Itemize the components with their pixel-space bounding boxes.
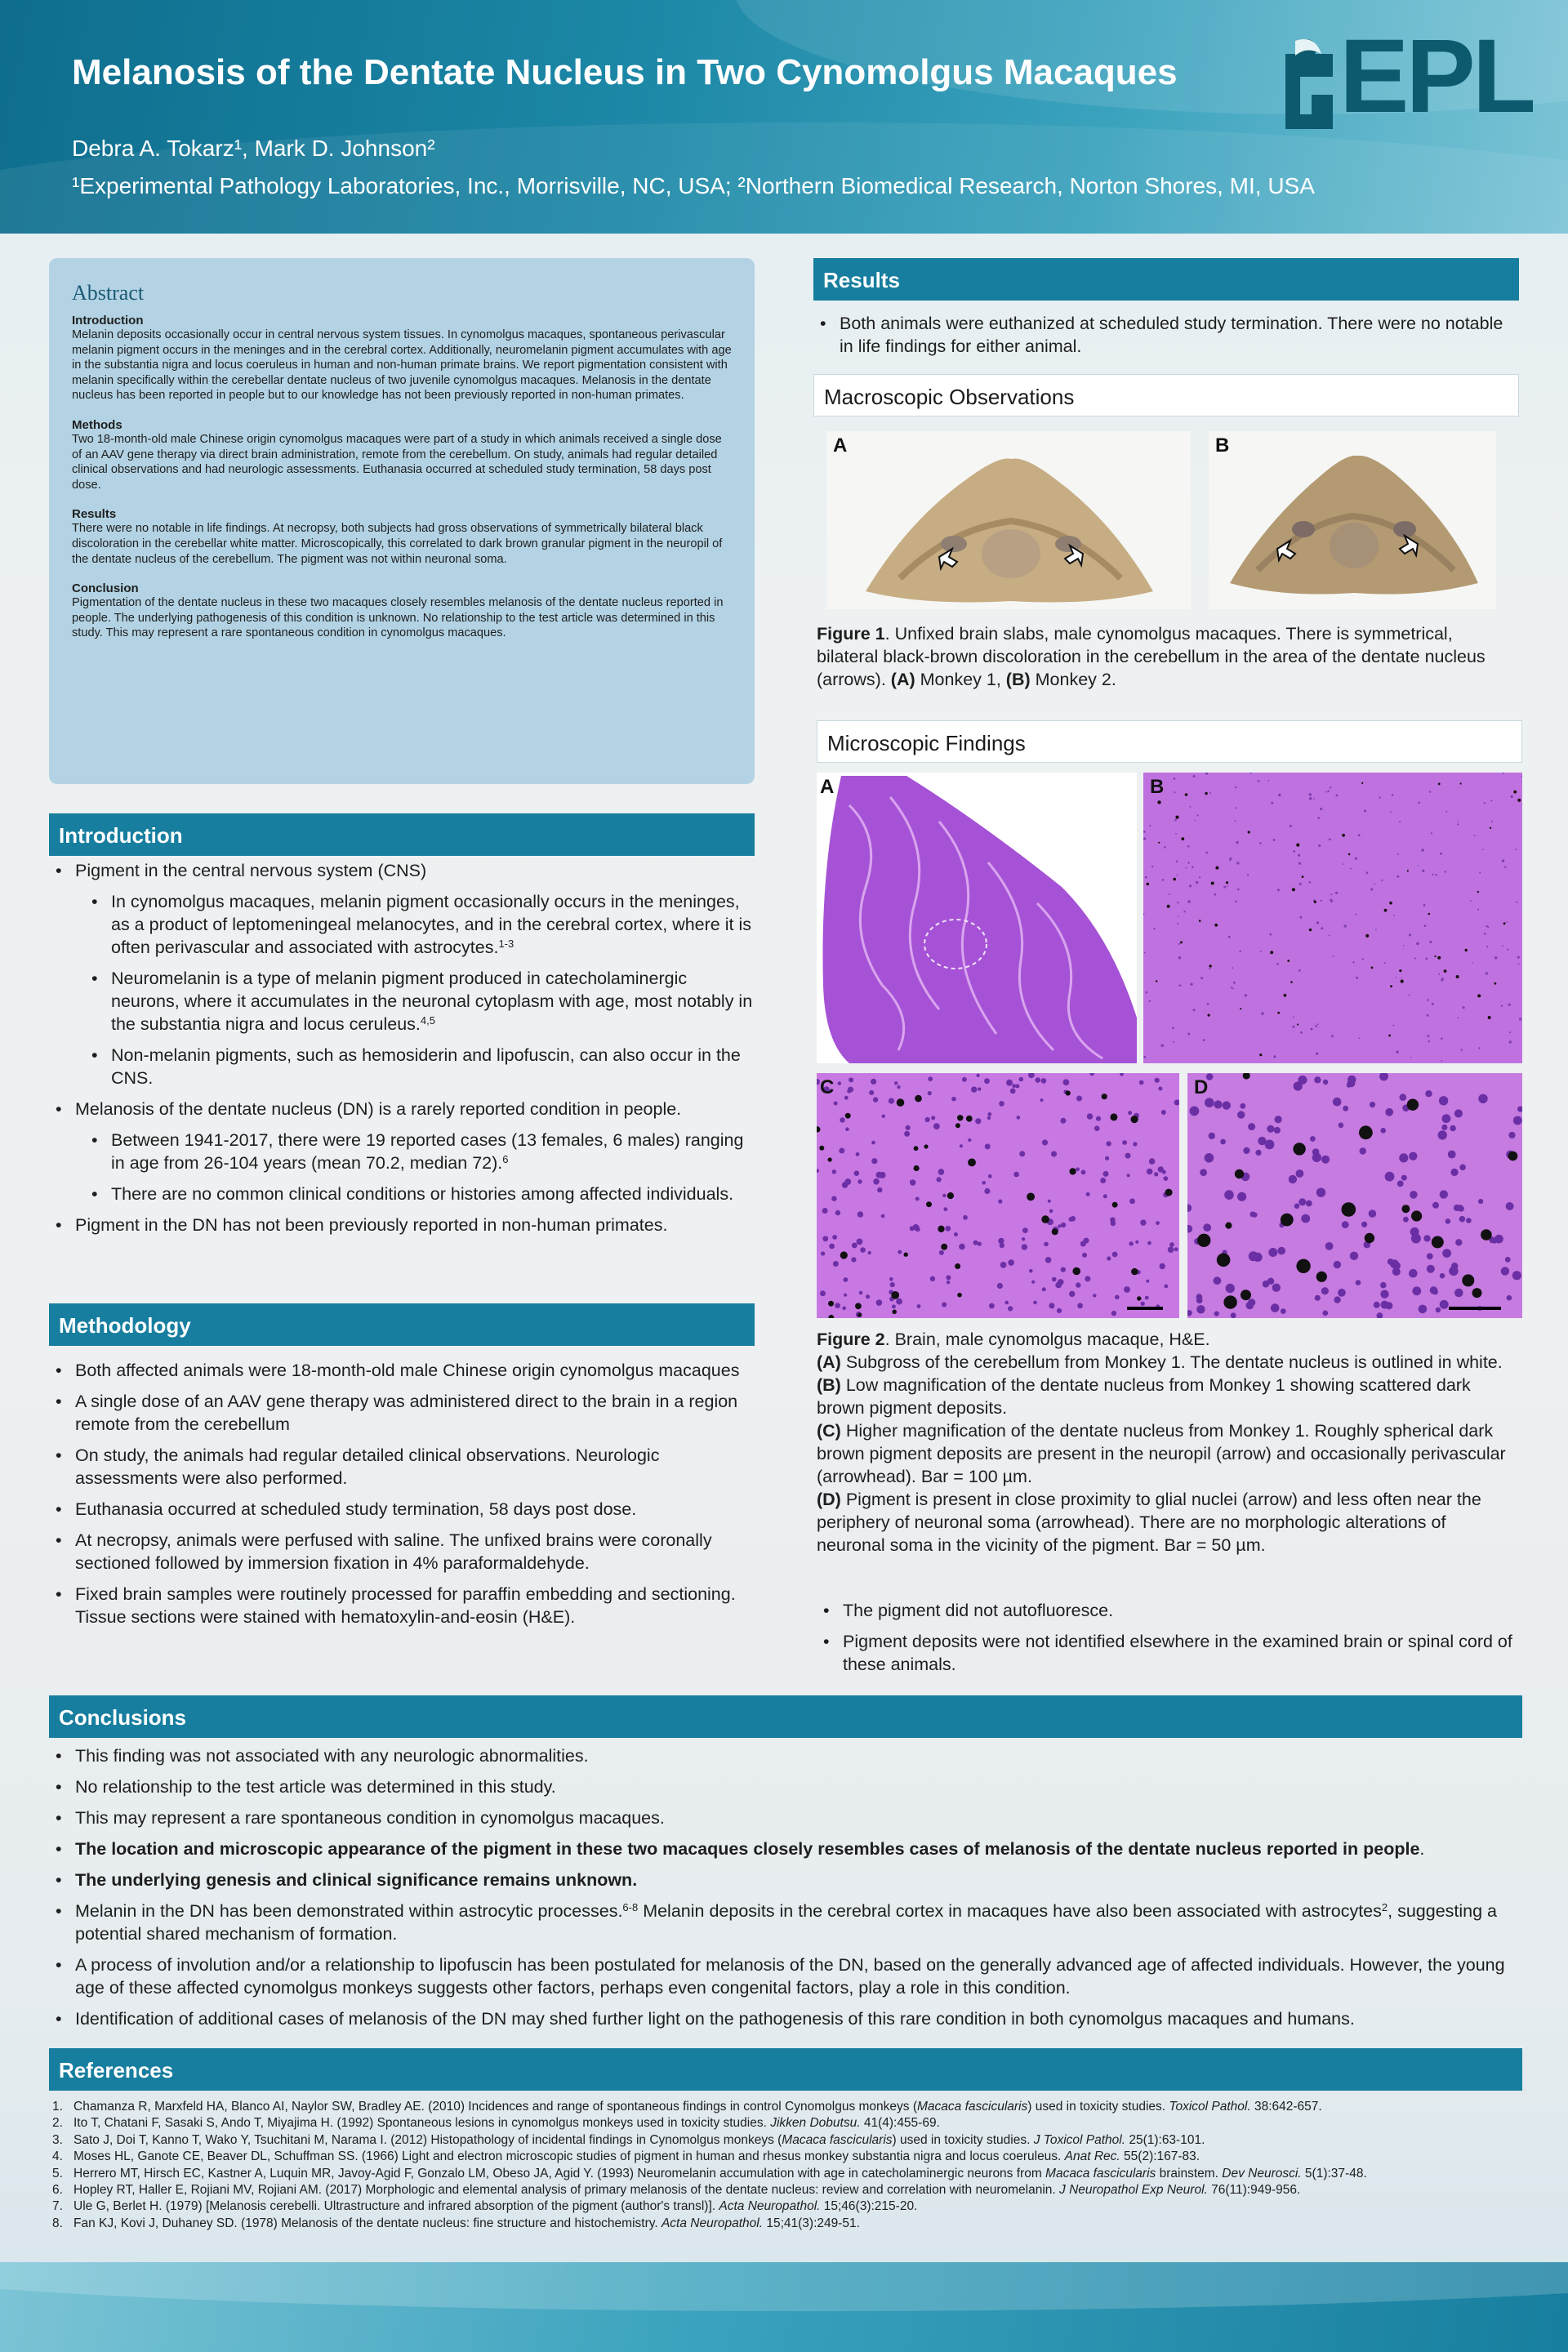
reference-text: 76(11):949-956.: [1207, 2183, 1301, 2198]
poster-affiliations: ¹Experimental Pathology Laboratories, Inc., Morrisville, NC, USA; ²Northern Biomedical Research, Norton Shores, MI, USA: [72, 173, 1315, 198]
caption-text: . Unfixed brain slabs, male cynomolgus macaques. There is symmetrical, bilateral black-brown discoloration in the cerebellum in the area of the dentate nucleus (arrows).: [817, 624, 1486, 689]
reference-italic: Macaca fascicularis: [1045, 2166, 1156, 2180]
reference-number: 8.: [52, 2216, 63, 2230]
reference-text: 25(1):63-101.: [1125, 2132, 1205, 2147]
abstract-section-heading: Methods: [72, 417, 122, 432]
references-header: References: [49, 2048, 1522, 2091]
logo-text: EPL: [1339, 18, 1533, 135]
results-header: Results: [813, 258, 1519, 301]
caption-label: Figure 1: [817, 624, 885, 644]
figure-1b-image: [1209, 431, 1496, 609]
caption-part-label: (B): [817, 1375, 841, 1395]
brain-slab-icon: [1209, 431, 1496, 609]
citation-superscript: 2: [1381, 1901, 1388, 1913]
abstract-title: Abstract: [72, 281, 145, 305]
list-item: • At necropsy, animals were perfused with saline. The unfixed brains were coronally sectioned followed by immersion fixation in 4% paraformaldehyde.: [49, 1529, 755, 1575]
reference-number: 2.: [52, 2116, 63, 2131]
list-item-text: Melanin in the DN has been demonstrated within astrocytic processes.: [75, 1901, 623, 1921]
list-item-text: The underlying genesis and clinical significance remains unknown.: [75, 1870, 638, 1890]
reference-item: [52, 2099, 1522, 2115]
reference-text: 15;46(3):215-20.: [820, 2199, 918, 2214]
citation-superscript: 1-3: [498, 938, 514, 950]
list-item: [49, 859, 755, 882]
caption-part: [817, 1419, 1519, 1488]
cerebellum-section-icon: [817, 773, 1137, 1063]
abstract-section-text: There were no notable in life findings. At necropsy, both subjects had gross observations of symmetrically bilateral black discoloration in the cerebellar white matter. Microscopically, this correlated to dark brown granular pigment in the neuropil of the dentate nucleus of the cerebellum. The pigment was not within neuronal soma.: [72, 522, 723, 566]
reference-italic: Dev Neurosci.: [1222, 2166, 1302, 2180]
list-item-text: The location and microscopic appearance of the pigment in these two macaques closely resembles cases of melanosis of the dentate nucleus reported in people: [75, 1839, 1420, 1859]
list-item: • Pigment deposits were not identified elsewhere in the examined brain or spinal cord of these animals.: [817, 1630, 1519, 1676]
reference-text: ) used in toxicity studies.: [1027, 2100, 1169, 2114]
pigment-deposits-icon: [1143, 773, 1522, 1063]
reference-item: [52, 2198, 1522, 2215]
abstract-section-heading: Conclusion: [72, 581, 139, 596]
list-item: [49, 1214, 755, 1236]
caption-text: Pigment is present in close proximity to glial nuclei (arrow) and less often near the periphery of neuronal soma (arrowhead). There are no morphologic alterations of neuronal soma in the vicinity of the pigment. Bar = 50 µm.: [817, 1490, 1481, 1555]
citation-superscript: 6-8: [622, 1901, 639, 1913]
reference-italic: J Toxicol Pathol.: [1033, 2132, 1126, 2147]
list-item-text: Identification of additional cases of melanosis of the DN may shed further light on the pathogenesis of this rare condition in both cynomolgus macaques and humans.: [75, 2009, 1355, 2029]
caption-part-label: (D): [817, 1490, 841, 1509]
references-list: [52, 2099, 1522, 2232]
caption-part: [817, 1374, 1519, 1419]
caption-text: Low magnification of the dentate nucleus from Monkey 1 showing scattered dark brown pigment deposits.: [817, 1375, 1471, 1418]
reference-item: [52, 2132, 1522, 2149]
poster-title: Melanosis of the Dentate Nucleus in Two Cynomolgus Macaques: [72, 52, 1178, 92]
introduction-list: [49, 859, 755, 1245]
figure-2-letter-b: B: [1150, 776, 1165, 798]
list-item: [49, 1953, 1522, 1999]
figure-1-letter-b: B: [1215, 434, 1230, 457]
figure-2c-image: [817, 1073, 1179, 1318]
list-item: [49, 890, 755, 959]
list-item: [49, 1900, 1522, 1945]
glial-pigment-icon: [1187, 1073, 1522, 1318]
list-item: • Euthanasia occurred at scheduled study termination, 58 days post dose.: [49, 1498, 755, 1521]
poster-footer: [0, 2262, 1568, 2352]
reference-italic: Macaca fascicularis: [782, 2132, 893, 2147]
list-item: • The pigment did not autofluoresce.: [817, 1599, 1519, 1622]
caption-text: Subgross of the cerebellum from Monkey 1. The dentate nucleus is outlined in white.: [840, 1352, 1503, 1372]
reference-text: 41(4):455-69.: [860, 2116, 940, 2131]
list-item-text: There are no common clinical conditions or histories among affected individuals.: [111, 1184, 734, 1204]
caption-text: Monkey 2.: [1030, 670, 1116, 689]
reference-text: Herrero MT, Hirsch EC, Kastner A, Luquin MR, Javoy-Agid F, Gonzalo LM, Obeso JA, Agid Y. (1993) Neuromelanin accumulation with age in catecholaminergic neurons from: [74, 2166, 1046, 2180]
figure-2a-image: [817, 773, 1137, 1063]
reference-text: Hopley RT, Haller E, Rojiani MV, Rojiani AM. (2017) Morphologic and elemental analysis of primary melanosis of the dentate nucleus: review and correlation with neuromelanin.: [74, 2183, 1060, 2198]
list-item: • Fixed brain samples were routinely processed for paraffin embedding and sectioning. Tissue sections were stained with hematoxylin-and-eosin (H&E).: [49, 1583, 755, 1628]
caption-text: . Brain, male cynomolgus macaque, H&E.: [884, 1330, 1210, 1349]
figure-1-letter-a: A: [833, 434, 848, 457]
abstract-box: [49, 258, 755, 784]
figure-2-letter-c: C: [820, 1076, 835, 1098]
figure-1a-image: [826, 431, 1191, 609]
list-item-text: Melanin deposits in the cerebral cortex in macaques have also been associated with astrocytes: [638, 1901, 1382, 1921]
list-item: • On study, the animals had regular detailed clinical observations. Neurologic assessments were also performed.: [49, 1444, 755, 1490]
list-item: [49, 1044, 755, 1089]
reference-italic: J Neuropathol Exp Neurol.: [1059, 2183, 1208, 2198]
introduction-header: Introduction: [49, 813, 755, 856]
reference-number: 5.: [52, 2166, 63, 2180]
list-item: • A single dose of an AAV gene therapy was administered direct to the brain in a region remote from the cerebellum: [49, 1390, 755, 1436]
figure-1-caption: [817, 622, 1516, 691]
caption-part: [817, 1351, 1519, 1374]
list-item: • Both animals were euthanized at scheduled study termination. There were no notable in life findings for either animal.: [813, 312, 1519, 358]
brain-slab-icon: [826, 431, 1191, 609]
reference-text: Sato J, Doi T, Kanno T, Wako Y, Tsuchitani M, Narama I. (2012) Histopathology of incidental findings in Cynomolgus monkeys (: [74, 2132, 782, 2147]
reference-text: 5(1):37-48.: [1301, 2166, 1367, 2180]
abstract-section-heading: Introduction: [72, 314, 144, 327]
reference-text: ) used in toxicity studies.: [892, 2132, 1034, 2147]
list-item: • Both affected animals were 18-month-old male Chinese origin cynomolgus macaques: [49, 1359, 755, 1382]
caption-part: [817, 1488, 1519, 1557]
caption-part-label: (C): [817, 1421, 841, 1441]
figure-2d-image: [1187, 1073, 1522, 1318]
citation-superscript: 4,5: [420, 1014, 435, 1027]
list-item-text: This finding was not associated with any neurologic abnormalities.: [75, 1746, 589, 1766]
reference-text: brainstem.: [1156, 2166, 1223, 2180]
list-item: [49, 1129, 755, 1174]
microscopic-header: Microscopic Findings: [817, 720, 1522, 763]
list-item-text: No relationship to the test article was determined in this study.: [75, 1777, 556, 1797]
reference-italic: Jikken Dobutsu.: [770, 2116, 861, 2131]
results-intro-list: [813, 312, 1519, 366]
list-item: [49, 1775, 1522, 1798]
reference-text: Fan KJ, Kovi J, Duhaney SD. (1978) Melanosis of the dentate nucleus: fine structure and histochemistry.: [74, 2216, 662, 2230]
reference-item: [52, 2166, 1522, 2182]
reference-item: [52, 2216, 1522, 2232]
reference-text: Ito T, Chatani F, Sasaki S, Ando T, Miyajima H. (1992) Spontaneous lesions in cynomolgus monkeys used in toxicity studies.: [74, 2116, 771, 2131]
caption-text: Higher magnification of the dentate nucleus from Monkey 1. Roughly spherical dark brown pigment deposits are present in the neuropil (arrow) and occasionally perivascular (arrowhead). Bar = 100 µm.: [817, 1421, 1506, 1486]
methodology-list: [49, 1359, 755, 1637]
reference-text: Ule G, Berlet H. (1979) [Melanosis cerebelli. Ultrastructure and infrared absorption of the pigment (author's transl)].: [74, 2199, 719, 2214]
reference-italic: Acta Neuropathol.: [719, 2199, 821, 2214]
figure-2-letter-d: D: [1194, 1076, 1209, 1098]
citation-superscript: 6: [502, 1153, 509, 1165]
list-item-text: Melanosis of the dentate nucleus (DN) is a rarely reported condition in people.: [75, 1099, 682, 1119]
list-item-text: A process of involution and/or a relationship to lipofuscin has been postulated for melanosis of the DN, based on the generally advanced age of affected individuals. However, the young age of these affected cynomolgus monkeys suggests other factors, perhaps even congenital factors, play a role in this condition.: [75, 1955, 1505, 1998]
reference-italic: Acta Neuropathol.: [661, 2216, 764, 2230]
list-item-text: This may represent a rare spontaneous condition in cynomolgus macaques.: [75, 1808, 665, 1828]
list-item: [49, 2007, 1522, 2030]
reference-item: [52, 2115, 1522, 2132]
reference-text: Moses HL, Ganote CE, Beaver DL, Schuffman SS. (1966) Light and electron microscopic studies of pigment in human and rhesus monkey substantia nigra and locus coeruleus.: [74, 2149, 1065, 2164]
reference-italic: Macaca fascicularis: [917, 2100, 1028, 2114]
reference-italic: Anat Rec.: [1064, 2149, 1120, 2164]
results-after-list: [817, 1599, 1519, 1684]
reference-text: 38:642-657.: [1250, 2100, 1322, 2114]
methodology-header: Methodology: [49, 1303, 755, 1346]
conclusions-list: [49, 1744, 1522, 2038]
reference-text: Chamanza R, Marxfeld HA, Blanco AI, Naylor SW, Bradley AE. (2010) Incidences and range of spontaneous findings in control Cynomolgus monkeys (: [74, 2100, 917, 2114]
neuropil-pigment-icon: [817, 1073, 1179, 1318]
list-item: [49, 1838, 1522, 1860]
reference-item: [52, 2182, 1522, 2198]
abstract-section-text: Two 18-month-old male Chinese origin cynomolgus macaques were part of a study in which animals received a single dose of an AAV gene therapy via direct brain administration, remote from the cerebellum. On study, animals had regular detailed clinical observations and had neurologic assessments. Euthanasia occurred at scheduled study termination, 58 days post dose.: [72, 432, 722, 492]
list-item-text: Pigment in the DN has not been previously reported in non-human primates.: [75, 1215, 668, 1235]
reference-text: 55(2):167-83.: [1120, 2149, 1200, 2164]
abstract-section-heading: Results: [72, 507, 117, 522]
footer-wave: [0, 2262, 1568, 2311]
reference-number: 4.: [52, 2149, 63, 2164]
reference-item: [52, 2149, 1522, 2165]
list-item-text: .: [1419, 1839, 1425, 1859]
poster-authors: Debra A. Tokarz¹, Mark D. Johnson²: [72, 136, 435, 161]
list-item: [49, 967, 755, 1036]
figure-2b-image: [1143, 773, 1522, 1063]
list-item: [49, 1183, 755, 1205]
macroscopic-header: Macroscopic Observations: [813, 374, 1519, 416]
list-item-text: Between 1941-2017, there were 19 reported cases (13 females, 6 males) ranging in age from 26-104 years (mean 70.2, median 72).: [111, 1130, 744, 1173]
list-item-text: Neuromelanin is a type of melanin pigment produced in catecholaminergic neurons, where it accumulates in the neuronal cytoplasm with age, most notably in the substantia nigra and locus ceruleus.: [111, 969, 753, 1034]
caption-text: Monkey 1,: [915, 670, 1006, 689]
reference-number: 6.: [52, 2183, 63, 2198]
abstract-section-text: Pigmentation of the dentate nucleus in these two macaques closely resembles melanosis of the dentate nucleus reported in people. The underlying pathogenesis of this condition is unknown. No relationship to the test article was determined in this study. This may represent a rare spontaneous condition in cynomolgus macaques.: [72, 596, 724, 640]
caption-part-label: (A): [890, 670, 915, 689]
reference-text: 15;41(3):249-51.: [763, 2216, 860, 2230]
abstract-section-text: Melanin deposits occasionally occur in central nervous system tissues. In cynomolgus macaques, spontaneous perivascular melanin pigment occurs in the meninges and in the cerebral cortex. Additionally, neuromelanin pigment accumulates with age in the substantia nigra and locus coeruleus in human and non-human primate brains. We report pigmentation consistent with melanin specifically within the cerebellar dentate nucleus of two juvenile cynomolgus macaques. Melanosis in the dentate nucleus has been reported in people but to our knowledge has not been previously reported in non-human primates.: [72, 328, 732, 403]
list-item: [49, 1098, 755, 1120]
list-item-text: In cynomolgus macaques, melanin pigment occasionally occurs in the meninges, as a product of leptomeningeal melanocytes, and in the cerebral cortex, where it is often perivascular and associated with astrocytes.: [111, 892, 751, 957]
poster-header: [0, 0, 1568, 234]
list-item-text: Non-melanin pigments, such as hemosiderin and lipofuscin, can also occur in the CNS.: [111, 1045, 741, 1088]
reference-number: 1.: [52, 2100, 63, 2114]
list-item: [49, 1869, 1522, 1891]
caption-part-label: (B): [1005, 670, 1031, 689]
list-item-text: , suggesting a potential shared mechanism of formation.: [75, 1901, 1497, 1944]
conclusions-header: Conclusions: [49, 1695, 1522, 1738]
reference-number: 7.: [52, 2199, 63, 2214]
list-item: [49, 1806, 1522, 1829]
list-item-text: Pigment in the central nervous system (CNS): [75, 861, 427, 880]
caption-part-label: (A): [817, 1352, 841, 1372]
figure-2-caption: [817, 1328, 1519, 1557]
list-item: [49, 1744, 1522, 1767]
figure-2-letter-a: A: [820, 776, 835, 798]
reference-italic: Toxicol Pathol.: [1169, 2100, 1251, 2114]
caption-label: Figure 2: [817, 1330, 885, 1349]
reference-number: 3.: [52, 2132, 63, 2147]
